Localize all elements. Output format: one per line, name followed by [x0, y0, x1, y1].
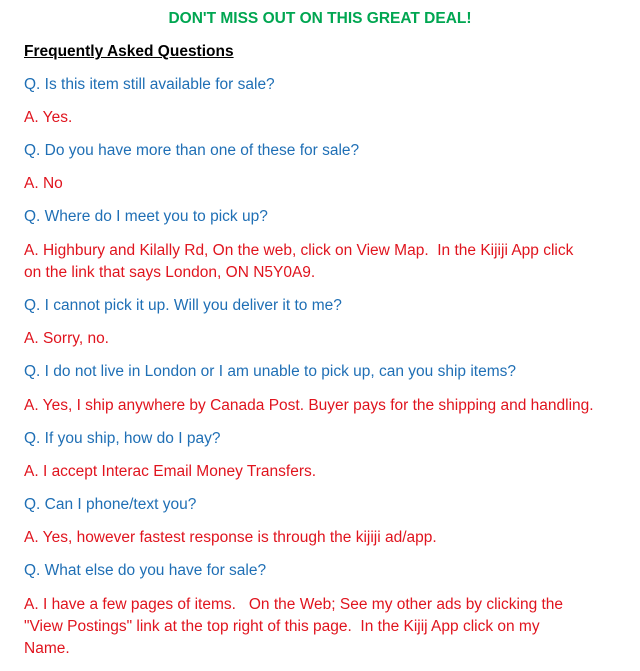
faq-answer: A. No [24, 175, 63, 192]
faq-heading: Frequently Asked Questions [24, 43, 234, 60]
deal-headline: DON'T MISS OUT ON THIS GREAT DEAL! [168, 10, 472, 27]
faq-answer: A. I accept Interac Email Money Transfers. [24, 463, 317, 480]
faq-question: Q. What else do you have for sale? [24, 562, 267, 579]
faq-answer: A. Highbury and Kilally Rd, On the web, click on View Map. In the Kijiji App click on the link that says London, ON N5Y0A9. [24, 242, 574, 281]
faq-answer: A. Yes, however fastest response is through the kijiji ad/app. [24, 529, 437, 546]
faq-question: Q. Where do I meet you to pick up? [24, 208, 268, 225]
faq-answer: A. Sorry, no. [24, 330, 109, 347]
faq-question: Q. Can I phone/text you? [24, 496, 197, 513]
faq-question: Q. I cannot pick it up. Will you deliver it to me? [24, 297, 342, 314]
faq-question: Q. Do you have more than one of these for sale? [24, 142, 360, 159]
faq-question: Q. Is this item still available for sale? [24, 76, 275, 93]
faq-question: Q. If you ship, how do I pay? [24, 430, 221, 447]
faq-answer: A. I have a few pages of items. On the Web; See my other ads by clicking the "View Postings" link at the top right of this page. In the Kijij App click on my Name. [24, 596, 564, 657]
faq-answer: A. Yes. [24, 109, 73, 126]
faq-answer: A. Yes, I ship anywhere by Canada Post. Buyer pays for the shipping and handling. [24, 397, 594, 414]
faq-question: Q. I do not live in London or I am unable to pick up, can you ship items? [24, 363, 516, 380]
